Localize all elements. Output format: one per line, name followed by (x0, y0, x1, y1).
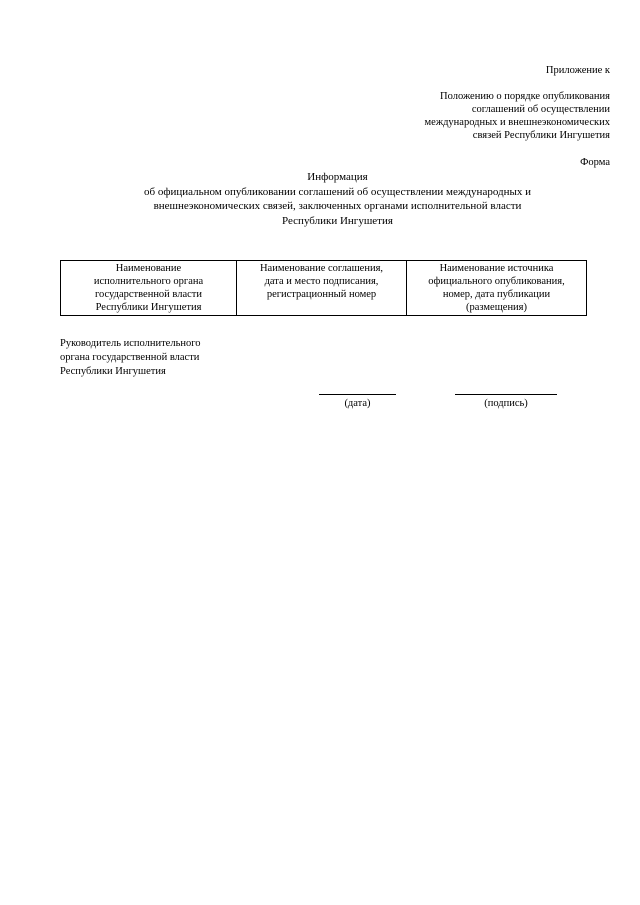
heading-title: Информация (307, 171, 368, 183)
date-line (319, 394, 396, 395)
document-heading (60, 170, 615, 228)
column-header-publication-source (407, 261, 587, 316)
appendix-reference-line: Положению о порядке опубликования (440, 91, 610, 102)
column-header-line: (размещения) (465, 302, 528, 313)
column-header-line: Наименование соглашения, (259, 263, 384, 274)
heading-line: внешнеэкономических связей, заключенных органами исполнительной власти (153, 200, 522, 212)
date-caption: (дата) (344, 398, 371, 409)
column-header-line: официального опубликования, (428, 276, 565, 287)
table-header-row (61, 261, 587, 316)
form-label: Форма (580, 157, 610, 168)
appendix-title: Приложение к (545, 65, 610, 76)
column-header-line: Наименование источника (439, 263, 554, 274)
heading-line: об официальном опубликовании соглашений об осуществлении международных и (143, 185, 532, 198)
signer-line: органа государственной власти (60, 352, 200, 363)
column-header-line: регистрационный номер (266, 289, 377, 300)
signer-line: Республики Ингушетия (60, 366, 166, 377)
column-header-line: исполнительного органа (93, 276, 204, 287)
column-header-agreement (237, 261, 407, 316)
info-table (60, 260, 587, 316)
column-header-authority (61, 261, 237, 316)
column-header-line: Наименование (115, 263, 182, 274)
signature-line (455, 394, 557, 395)
appendix-reference-line: соглашений об осуществлении (471, 104, 610, 115)
signer-line: Руководитель исполнительного (60, 338, 201, 349)
signer-title (60, 337, 201, 379)
appendix-reference-line: международных и внешнеэкономических (424, 117, 610, 128)
column-header-line: дата и место подписания, (264, 276, 379, 287)
signature-caption: (подпись) (484, 398, 528, 409)
column-header-line: Республики Ингушетия (95, 302, 202, 313)
column-header-line: государственной власти (94, 289, 203, 300)
column-header-line: номер, дата публикации (442, 289, 551, 300)
heading-line: Республики Ингушетия (282, 214, 393, 227)
appendix-reference (425, 90, 610, 142)
appendix-reference-line: связей Республики Ингушетия (472, 130, 610, 141)
